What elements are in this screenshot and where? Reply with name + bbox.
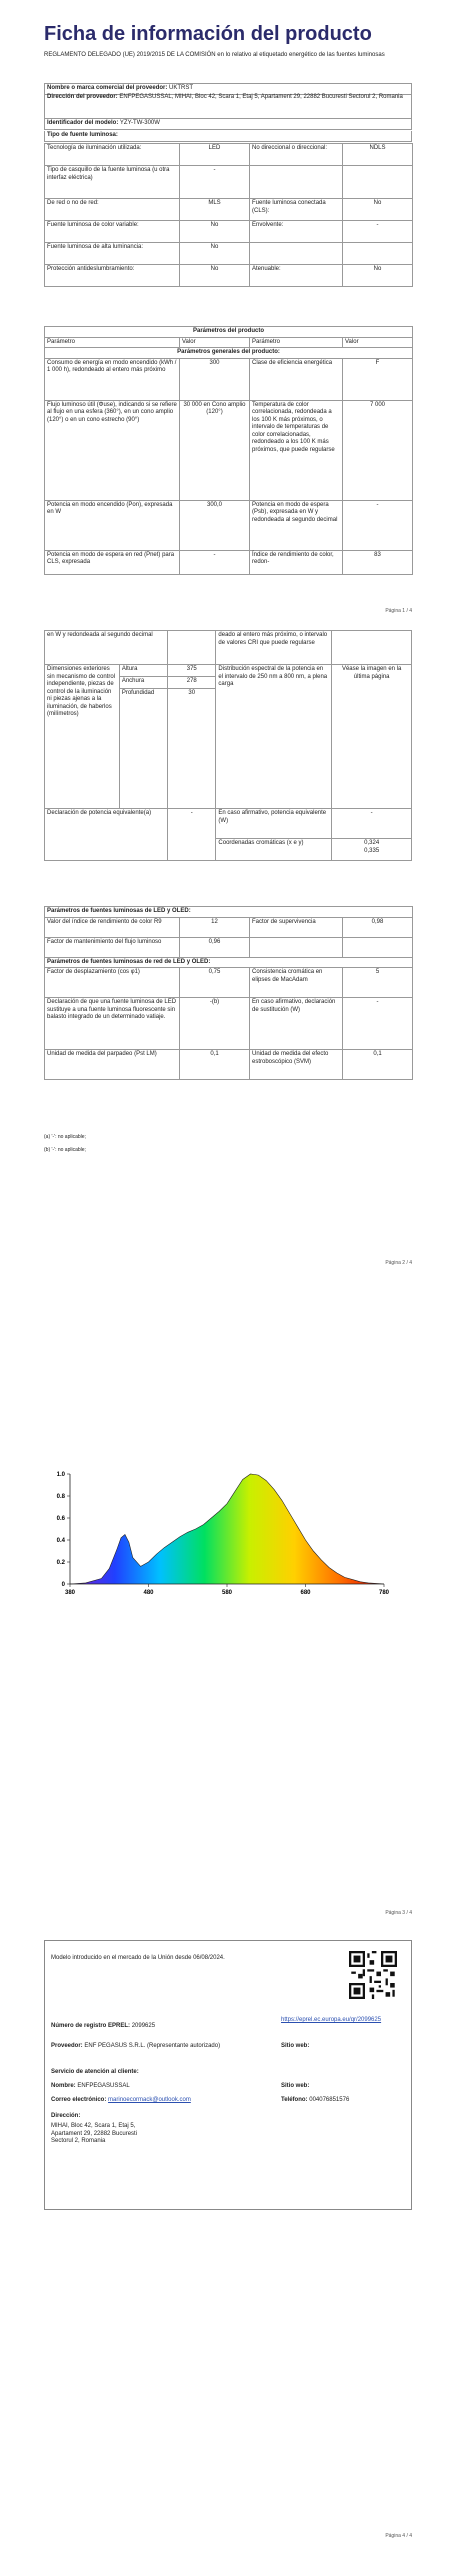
eprel-label: Número de registro EPREL: 2099625 <box>51 2023 156 2029</box>
param-label: Flujo luminoso útil (Φuse), indicando si se refiere al flujo en una esfera (360°), en un cono amplio (120°) o en un cono estrecho (90°) <box>45 400 180 500</box>
page-title: Ficha de información del producto <box>44 23 372 45</box>
footnote-b: (b) '-': no aplicable; <box>44 1147 86 1153</box>
model-label: Identificador del modelo: <box>47 120 119 126</box>
equiv-value: - <box>168 809 216 861</box>
x-tick-label: 380 <box>64 1590 76 1596</box>
page-4-info-box <box>44 1940 412 2210</box>
param-label: Consistencia cromática en elipses de MacAdam <box>250 968 343 998</box>
chromaticity-label: Coordenadas cromáticas (x e y) <box>216 839 332 861</box>
type-value <box>343 243 413 265</box>
model-value: YZY-TW-300W <box>119 120 160 126</box>
table-row <box>45 400 413 500</box>
model-row <box>44 119 412 130</box>
column-header: Valor <box>180 337 250 348</box>
param-label: Índice de rendimiento de color, redon- <box>250 550 343 574</box>
param-label: Declaración de que una fuente luminosa de LED sustituye a una fuente luminosa fluorescente sin balasto integrado de un determinado vatiaje. <box>45 998 180 1050</box>
dim-name: Profundidad <box>119 689 167 809</box>
page-number: Página 3 / 4 <box>385 1910 412 1916</box>
param-value: 0,1 <box>180 1050 250 1080</box>
supplier-name-label: Nombre o marca comercial del proveedor: <box>47 85 168 91</box>
dim-value: 30 <box>168 689 216 809</box>
type-label: Fuente luminosa de alta luminancia: <box>45 243 180 265</box>
led-header: Parámetros de fuentes luminosas de LED y OLED: <box>45 907 413 918</box>
dimensions-label: Dimensiones exteriores sin mecanismo de control independiente, piezas de control de la iluminación ni piezas ajenas a la iluminación, de haberlos (milímetros) <box>45 665 120 809</box>
supplier-name-value: UKTRST <box>169 85 194 91</box>
param-value: 7 000 <box>343 400 413 500</box>
general-header: Parámetros generales del producto: <box>45 348 413 359</box>
spectral-value: Véase la imagen en la última página <box>332 665 412 809</box>
type-value <box>343 166 413 199</box>
type-value: No <box>343 199 413 221</box>
type-value: - <box>343 221 413 243</box>
customer-service-label: Servicio de atención al cliente: <box>51 2069 139 2075</box>
y-tick-label: 1.0 <box>56 1472 65 1478</box>
equiv-value-2: - <box>332 809 412 839</box>
page-number: Página 4 / 4 <box>385 2533 412 2539</box>
type-value: LED <box>180 144 250 166</box>
table-row <box>45 917 413 937</box>
type-label <box>250 243 343 265</box>
type-label: Fuente luminosa conectada (CLS): <box>250 199 343 221</box>
type-value: No <box>180 243 250 265</box>
led-parameters-table <box>44 906 413 1080</box>
param-value: 30 000 en Cono amplio (120°) <box>180 400 250 500</box>
regulation-subtitle: REGLAMENTO DELEGADO (UE) 2019/2015 DE LA COMISIÓN en lo relativo al etiquetado energético de las fuentes luminosas <box>44 52 385 58</box>
spectrum-area <box>70 1474 384 1584</box>
type-value: No <box>343 265 413 287</box>
type-label: Atenuable: <box>250 265 343 287</box>
table-row <box>45 199 413 221</box>
type-label: Tecnología de iluminación utilizada: <box>45 144 180 166</box>
param-label: Potencia en modo encendido (Pon), expresada en W <box>45 500 180 550</box>
table-row <box>45 1050 413 1080</box>
supplier-address-value: ENFPEGASUSSAL, MIHAI, Bloc 42, Scara 1, Etaj 5, Apartament 29, 22882 Bucuresti Sectorul 2, Romania <box>119 94 403 100</box>
y-tick-label: 0.8 <box>56 1494 65 1500</box>
table-row <box>45 327 413 338</box>
column-header: Parámetro <box>250 337 343 348</box>
param-value: 0,75 <box>180 968 250 998</box>
type-header-row <box>44 131 412 142</box>
param-value <box>343 937 413 957</box>
param-label: Clase de eficiencia energética <box>250 358 343 400</box>
param-label: Temperatura de color correlacionada, redondeada a los 100 K más próximos, o intervalo de temperaturas de color correlacionadas, redondeado a los 100 K más próximos, que puede regularse <box>250 400 343 500</box>
param-value: 83 <box>343 550 413 574</box>
table-row <box>45 998 413 1050</box>
provider-value: ENF PEGASUS S.R.L. (Representante autorizado) <box>84 2043 221 2049</box>
table-row <box>45 265 413 287</box>
dim-name: Altura <box>119 665 167 677</box>
param-label: en W y redondeada al segundo decimal <box>45 631 168 665</box>
x-tick-label: 480 <box>143 1590 154 1596</box>
email-row: Correo electrónico: marinoecormack@outlook.com <box>51 2097 191 2103</box>
param-value: 5 <box>343 968 413 998</box>
param-label: Unidad de medida del parpadeo (Pst LM) <box>45 1050 180 1080</box>
param-value: 300,0 <box>180 500 250 550</box>
type-label: Fuente luminosa de color variable: <box>45 221 180 243</box>
product-parameters-table-cont <box>44 630 412 861</box>
table-row <box>45 907 413 918</box>
provider-row: Proveedor: ENF PEGASUS S.R.L. (Representante autorizado) <box>51 2043 221 2049</box>
param-value: - <box>343 998 413 1050</box>
param-label: Valor del índice de rendimiento de color R9 <box>45 917 180 937</box>
spectral-distribution-chart <box>44 1466 394 1596</box>
table-row <box>45 500 413 550</box>
param-label: Potencia en modo de espera en red (Pnet) para CLS, expresada <box>45 550 180 574</box>
column-header: Parámetro <box>45 337 180 348</box>
table-header-row <box>45 337 413 348</box>
email-link[interactable]: marinoecormack@outlook.com <box>108 2097 191 2103</box>
equiv-label: Declaración de potencia equivalente(a) <box>45 809 168 861</box>
param-label <box>250 937 343 957</box>
table-row <box>45 809 412 839</box>
footnote-a: (a) '-': no aplicable; <box>44 1134 86 1140</box>
qr-code-icon <box>349 1951 397 1999</box>
page-number: Página 2 / 4 <box>385 1260 412 1266</box>
type-value: MLS <box>180 199 250 221</box>
param-value: 300 <box>180 358 250 400</box>
type-label: Protección antideslumbramiento: <box>45 265 180 287</box>
address-value: MIHAI, Bloc 42, Scara 1, Etaj 5, Apartament 29, 22882 Bucuresti Sectorul 2, Romania <box>51 2123 138 2144</box>
type-value: - <box>180 166 250 199</box>
type-header: Tipo de fuente luminosa: <box>47 132 118 138</box>
table-row <box>45 348 413 359</box>
params-header: Parámetros del producto <box>45 327 413 338</box>
param-value: - <box>180 550 250 574</box>
table-row <box>45 243 413 265</box>
param-label: En caso afirmativo, declaración de sustitución (W) <box>250 998 343 1050</box>
table-row <box>45 937 413 957</box>
y-tick-label: 0 <box>61 1582 65 1588</box>
param-label: Factor de supervivencia <box>250 917 343 937</box>
type-label <box>250 166 343 199</box>
page-number: Página 1 / 4 <box>385 608 412 614</box>
supplier-address-row <box>44 93 412 119</box>
provider-website-label: Sitio web: <box>281 2043 310 2049</box>
table-row <box>45 957 413 968</box>
product-parameters-table <box>44 326 413 575</box>
param-value: 0,1 <box>343 1050 413 1080</box>
type-value: No <box>180 221 250 243</box>
dim-name: Anchura <box>119 677 167 689</box>
supplier-address-label: Dirección del proveedor: <box>47 94 118 100</box>
y-tick-label: 0.4 <box>56 1538 65 1544</box>
param-value: 0,98 <box>343 917 413 937</box>
eprel-link[interactable]: https://eprel.ec.europa.eu/qr/2099625 <box>281 2017 382 2023</box>
table-row <box>45 665 412 677</box>
dim-value: 278 <box>168 677 216 689</box>
x-tick-label: 680 <box>300 1590 311 1596</box>
param-label: Potencia en modo de espera (Psb), expresada en W y redondeada al segundo decimal <box>250 500 343 550</box>
param-label: Consumo de energía en modo encendido (kWh / 1 000 h), redondeado al entero más próximo <box>45 358 180 400</box>
table-row <box>45 550 413 574</box>
spectral-label: Distribución espectral de la potencia en el intervalo de 250 nm a 800 nm, a plena carga <box>216 665 332 809</box>
param-value: - <box>343 500 413 550</box>
param-label: Unidad de medida del efecto estroboscópico (SVM) <box>250 1050 343 1080</box>
y-tick-label: 0.6 <box>56 1516 65 1522</box>
type-label: Envolvente: <box>250 221 343 243</box>
eprel-value: 2099625 <box>131 2023 156 2029</box>
table-row <box>45 221 413 243</box>
service-name-row: Nombre: ENFPEGASUSSAL <box>51 2083 130 2089</box>
param-value: 0,96 <box>180 937 250 957</box>
service-name-value: ENFPEGASUSSAL <box>77 2083 130 2089</box>
light-source-type-table <box>44 143 413 287</box>
service-website-label: Sitio web: <box>281 2083 310 2089</box>
param-value: -(b) <box>180 998 250 1050</box>
equiv-label-2: En caso afirmativo, potencia equivalente (W) <box>216 809 332 839</box>
param-value: 12 <box>180 917 250 937</box>
phone-value: 004076851576 <box>309 2097 350 2103</box>
market-intro: Modelo introducido en el mercado de la Unión desde 06/08/2024. <box>51 1955 225 1961</box>
column-header: Valor <box>343 337 413 348</box>
param-value: F <box>343 358 413 400</box>
x-tick-label: 580 <box>221 1590 233 1596</box>
param-label: Factor de mantenimiento del flujo luminoso <box>45 937 180 957</box>
mains-header: Parámetros de fuentes luminosas de red de LED y OLED: <box>45 957 413 968</box>
dim-value: 375 <box>168 665 216 677</box>
table-row <box>45 358 413 400</box>
type-value: NDLS <box>343 144 413 166</box>
chromaticity-value: 0,324 0,335 <box>332 839 412 861</box>
address-label: Dirección: <box>51 2113 81 2119</box>
table-row <box>45 631 412 665</box>
type-value: No <box>180 265 250 287</box>
type-label: De red o no de red: <box>45 199 180 221</box>
phone-row: Teléfono: 004076851576 <box>281 2097 350 2103</box>
table-row <box>45 166 413 199</box>
type-label: Tipo de casquillo de la fuente luminosa (u otra interfaz eléctrica) <box>45 166 180 199</box>
param-label: Factor de desplazamiento (cos φ1) <box>45 968 180 998</box>
type-label: No direccional o direccional: <box>250 144 343 166</box>
y-tick-label: 0.2 <box>56 1560 65 1566</box>
table-row <box>45 144 413 166</box>
x-tick-label: 780 <box>378 1590 390 1596</box>
table-row <box>45 968 413 998</box>
param-label: deado al entero más próximo, o intervalo de valores CRI que puede regularse <box>216 631 332 665</box>
